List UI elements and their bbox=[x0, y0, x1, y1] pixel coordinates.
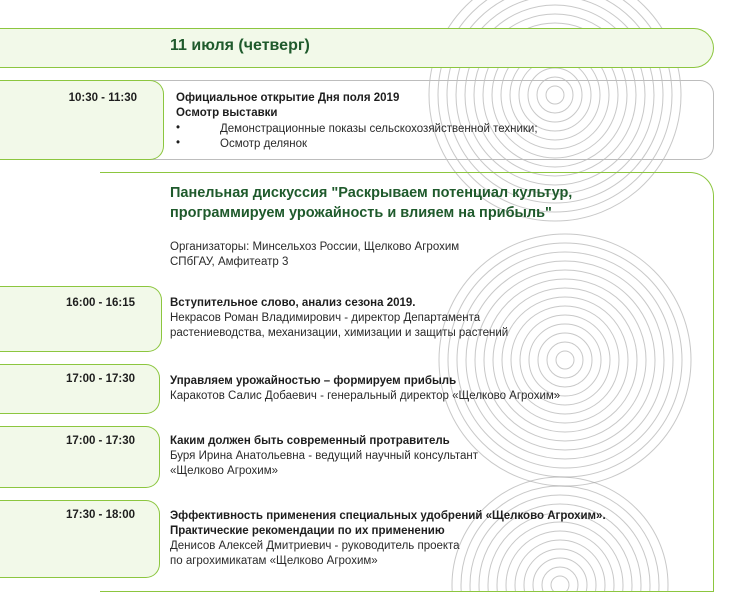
session-title: Вступительное слово, анализ сезона 2019. bbox=[170, 297, 416, 309]
opening-bullet-item: Демонстрационные показы сельскохозяйственной техники; bbox=[220, 123, 538, 135]
session-speaker-line: Каракотов Салис Добаевич - генеральный директор «Щелково Агрохим» bbox=[170, 390, 561, 402]
opening-bullet-item: Осмотр делянок bbox=[220, 138, 308, 150]
session-speaker-line: Денисов Алексей Дмитриевич - руководитель проекта bbox=[170, 540, 460, 552]
session-time-tab bbox=[0, 364, 160, 414]
session-speaker-line: Некрасов Роман Владимирович - директор Департамента bbox=[170, 312, 481, 324]
session-title: Эффективность применения специальных удобрений «Щелково Агрохим». bbox=[170, 510, 606, 522]
opening-title: Официальное открытие Дня поля 2019 bbox=[176, 92, 400, 104]
session-title: Управляем урожайностью – формируем прибыль bbox=[170, 375, 457, 387]
session-time-tab bbox=[0, 286, 162, 352]
opening-subtitle: Осмотр выставки bbox=[176, 107, 278, 119]
session-time: 17:00 - 17:30 bbox=[65, 373, 135, 385]
session-subtitle: Практические рекомендации по их применению bbox=[170, 525, 445, 537]
session-time: 16:00 - 16:15 bbox=[65, 297, 135, 309]
session-time: 17:00 - 17:30 bbox=[65, 435, 135, 447]
session-speaker-line: растениеводства, механизации, химизации и защиты растений bbox=[170, 327, 509, 339]
session-speaker-line: «Щелково Агрохим» bbox=[170, 465, 279, 477]
day-header-tab bbox=[0, 28, 714, 68]
panel-venue: СПбГАУ, Амфитеатр 3 bbox=[170, 256, 289, 268]
opening-time: 10:30 - 11:30 bbox=[68, 92, 137, 104]
session-speaker-line: по агрохимикатам «Щелково Агрохим» bbox=[170, 555, 378, 567]
session-time: 17:30 - 18:00 bbox=[65, 509, 135, 521]
day-title: 11 июля (четверг) bbox=[170, 37, 310, 54]
panel-title-line2: программируем урожайность и влияем на прибыль" bbox=[170, 205, 552, 221]
session-title: Каким должен быть современный протравитель bbox=[170, 435, 450, 447]
bullet-icon: • bbox=[176, 137, 181, 149]
panel-organizers: Организаторы: Минсельхоз России, Щелково Агрохим bbox=[170, 241, 460, 253]
panel-title-line1: Панельная дискуссия "Раскрываем потенциал культур, bbox=[170, 185, 573, 201]
session-speaker-line: Буря Ирина Анатольевна - ведущий научный консультант bbox=[170, 450, 479, 462]
bullet-icon: • bbox=[176, 122, 181, 134]
